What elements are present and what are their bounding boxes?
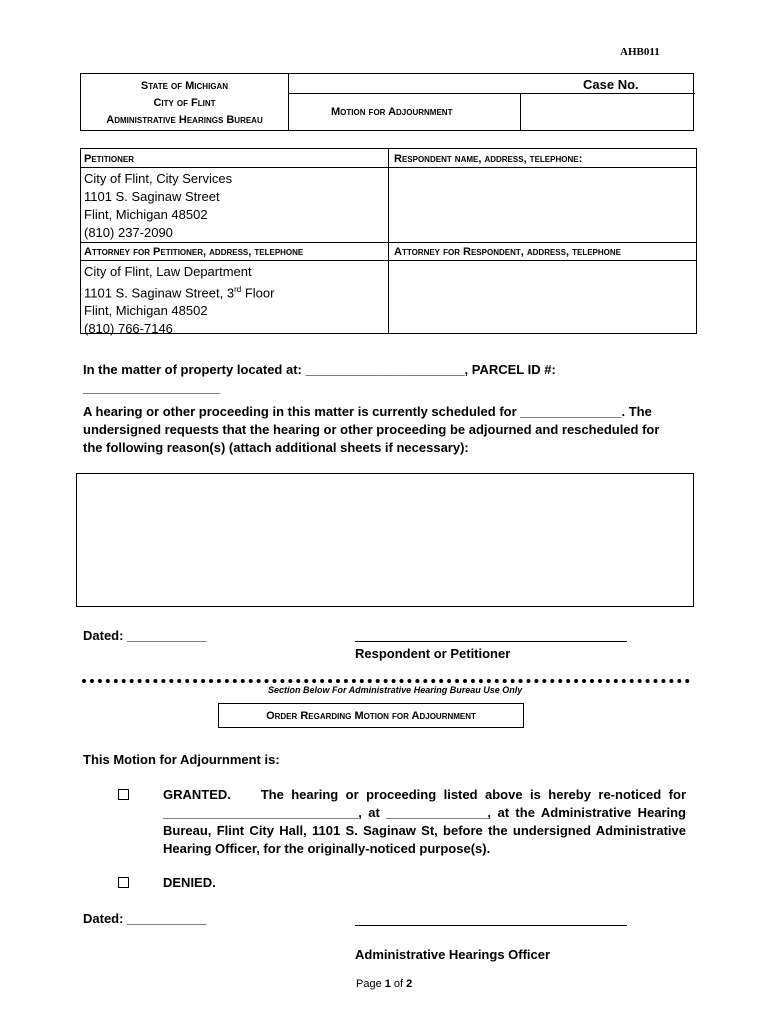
court-identity bbox=[81, 74, 289, 130]
denied-checkbox[interactable] bbox=[118, 877, 129, 888]
reasons-textbox[interactable] bbox=[76, 473, 694, 607]
petitioner-line: (810) 237-2090 bbox=[84, 225, 173, 240]
respondent-field[interactable] bbox=[391, 169, 694, 241]
order-title: Order Regarding Motion for Adjournment bbox=[218, 703, 524, 728]
dated-field-2[interactable]: Dated: ___________ bbox=[83, 911, 207, 926]
page-total: 2 bbox=[406, 978, 413, 990]
signature-line[interactable] bbox=[355, 641, 627, 642]
petitioner-line: 1101 S. Saginaw Street bbox=[84, 189, 220, 204]
attorney-street: 1101 S. Saginaw Street, 3 bbox=[84, 285, 235, 301]
motion-status-label: This Motion for Adjournment is: bbox=[83, 752, 280, 767]
attorney-petitioner-label: Attorney for Petitioner, address, telephone bbox=[84, 246, 304, 258]
page-prefix: Page bbox=[356, 978, 385, 990]
attorney-line: City of Flint, Law Department bbox=[84, 264, 252, 279]
row-divider bbox=[81, 260, 696, 261]
petitioner-address bbox=[84, 170, 232, 242]
section-note: Section Below For Administrative Hearing Bureau Use Only bbox=[268, 685, 523, 695]
document-title: Motion for Adjournment bbox=[289, 94, 521, 130]
case-no-field[interactable] bbox=[521, 94, 695, 130]
respondent-signature-label: Respondent or Petitioner bbox=[355, 646, 511, 661]
header-blank-cell bbox=[289, 74, 521, 94]
granted-text: The hearing or proceeding listed above is hereby re-noticed for ___________________________, at ______________, at the Administrative Hearing Bureau, Flint City Hall, 1101 S. Saginaw St, before the undersigned Administrative Hearing Officer, for the originally-noticed purpose(s). bbox=[163, 787, 687, 856]
state-name: State of Michigan bbox=[140, 80, 229, 92]
officer-signature-line[interactable] bbox=[355, 925, 627, 926]
dated-field-1[interactable]: Dated: ___________ bbox=[83, 628, 207, 643]
granted-label: GRANTED. bbox=[163, 787, 231, 802]
attorney-respondent-field[interactable] bbox=[391, 262, 694, 332]
property-line: In the matter of property located at: ______________________, PARCEL ID #: ___________________ bbox=[83, 362, 556, 395]
floor-word: Floor bbox=[241, 285, 275, 301]
attorney-line bbox=[84, 281, 274, 302]
respondent-label: Respondent name, address, telephone: bbox=[394, 153, 583, 165]
parties-table bbox=[80, 148, 697, 337]
attorney-respondent-label: Attorney for Respondent, address, telephone bbox=[394, 246, 621, 258]
attorney-line: (810) 766-7146 bbox=[84, 321, 173, 337]
petitioner-label: Petitioner bbox=[84, 153, 135, 165]
page-number: 1 bbox=[384, 978, 391, 990]
city-name: City of Flint bbox=[153, 97, 216, 109]
petitioner-line: City of Flint, City Services bbox=[84, 171, 233, 186]
floor-ordinal: rd bbox=[234, 285, 242, 294]
petitioner-line: Flint, Michigan 48502 bbox=[84, 207, 208, 222]
granted-checkbox[interactable] bbox=[118, 789, 129, 800]
officer-signature-label: Administrative Hearings Officer bbox=[355, 947, 551, 962]
hearing-paragraph: A hearing or other proceeding in this matter is currently scheduled for ______________. The undersigned requests that the hearing or other proceeding be adjourned and rescheduled for the following reason(s) (attach additional sheets if necessary): bbox=[83, 404, 660, 455]
form-code: AHB011 bbox=[620, 46, 660, 58]
page-footer bbox=[356, 978, 412, 990]
column-divider bbox=[388, 149, 389, 333]
row-divider bbox=[81, 242, 696, 243]
row-divider bbox=[81, 167, 696, 168]
attorney-petitioner-address bbox=[84, 263, 274, 338]
section-separator bbox=[82, 679, 690, 683]
case-no-label: Case No. bbox=[521, 74, 695, 94]
bureau-name: Administrative Hearings Bureau bbox=[106, 114, 263, 126]
denied-label: DENIED. bbox=[163, 875, 216, 890]
page-of: of bbox=[390, 978, 407, 990]
granted-block bbox=[163, 786, 686, 858]
attorney-line: Flint, Michigan 48502 bbox=[84, 303, 208, 319]
header-table bbox=[80, 73, 694, 131]
